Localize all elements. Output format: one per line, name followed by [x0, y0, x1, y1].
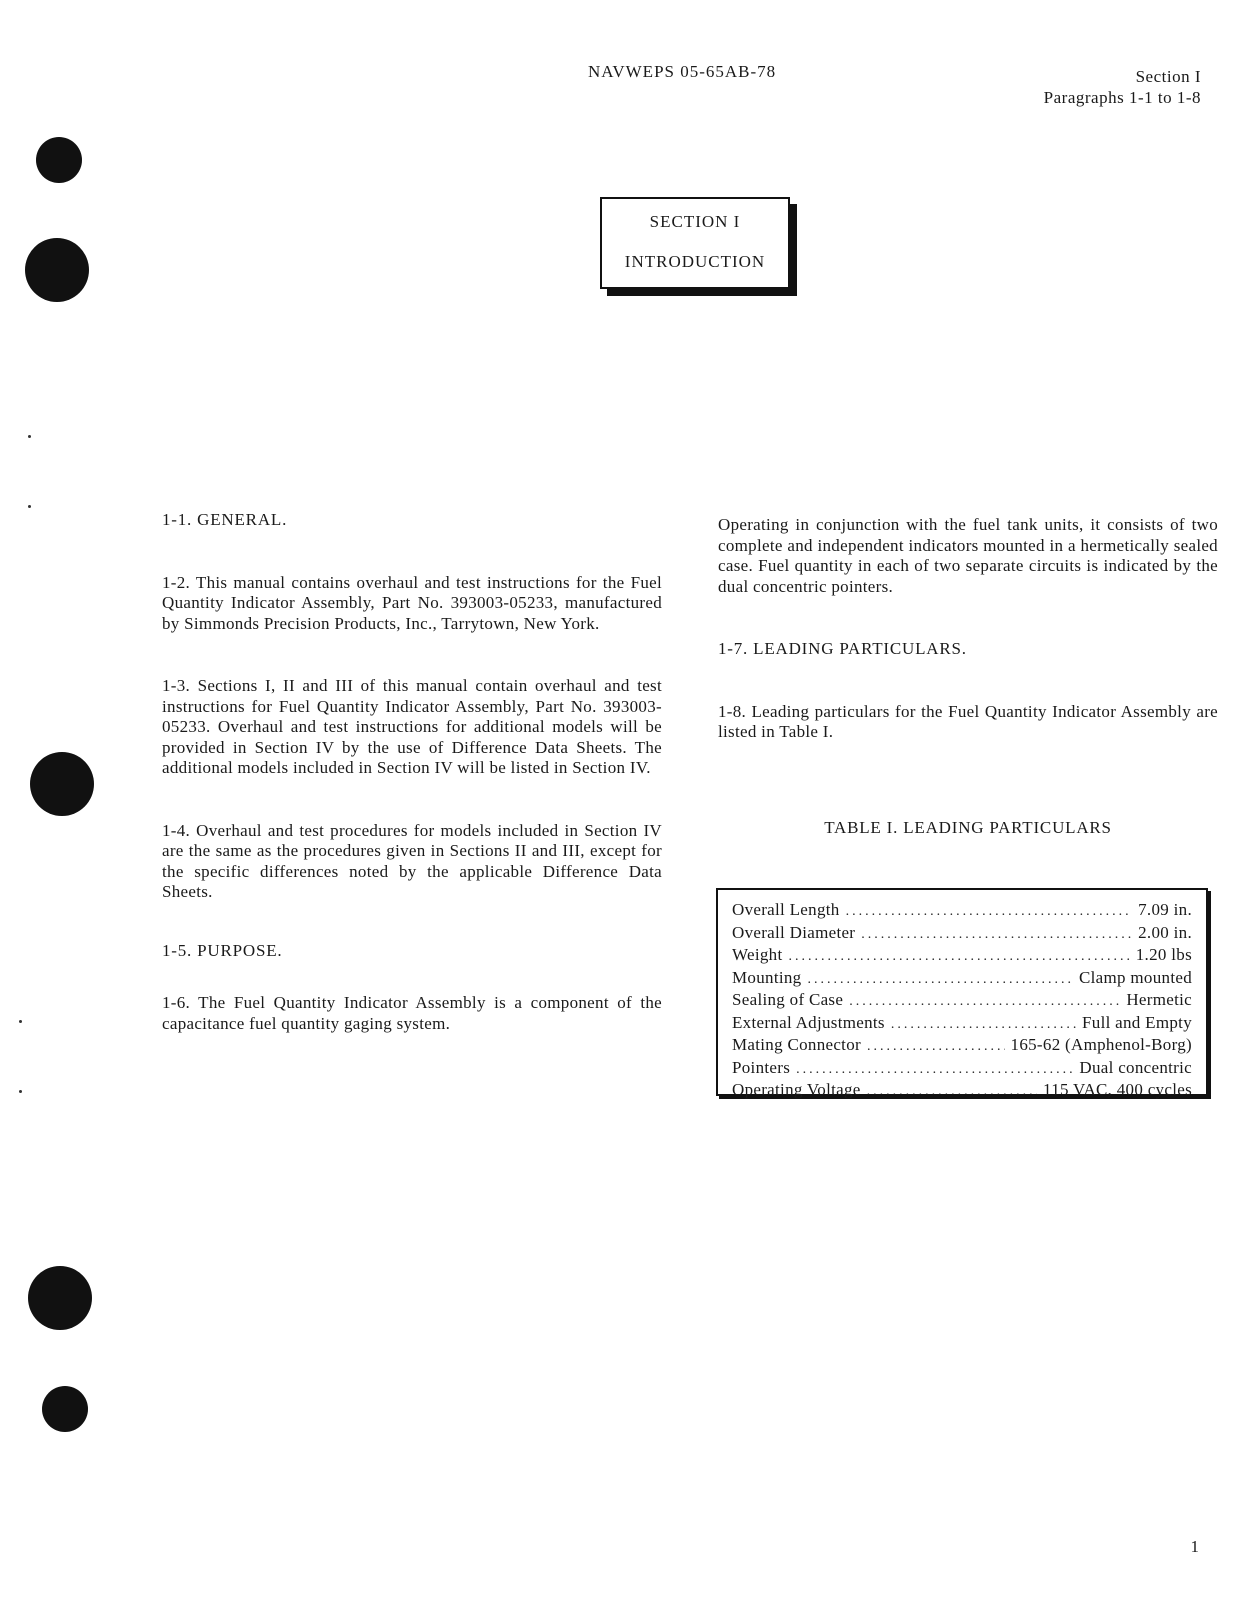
binder-hole-4 — [28, 1266, 92, 1330]
row-value: Hermetic — [1126, 990, 1192, 1009]
row-label: Mounting — [732, 967, 802, 987]
binder-hole-2 — [25, 238, 89, 302]
table-row — [732, 1013, 1192, 1036]
scan-speck — [19, 1090, 22, 1093]
paragraph-1-6-continued: Operating in conjunction with the fuel tank units, it consists of two complete and independent indicators mounted in a hermetically sealed case. Fuel quantity in each of two separate circuits is indicated by the dual concentric pointers. — [718, 515, 1218, 596]
section-label: Section I — [1135, 67, 1201, 86]
table-row — [732, 990, 1192, 1013]
leader-dots — [796, 1060, 1073, 1081]
leader-dots — [846, 902, 1133, 923]
row-label: Pointers — [732, 1057, 791, 1077]
section-reference — [1044, 66, 1201, 108]
leader-dots — [788, 947, 1129, 968]
section-title-box — [600, 197, 790, 289]
page-number: 1 — [1190, 1537, 1199, 1556]
scan-speck — [28, 435, 31, 438]
heading-general: 1-1. GENERAL. — [162, 510, 288, 529]
row-label: Mating Connector — [732, 1035, 861, 1054]
row-value: Dual concentric — [1079, 1057, 1192, 1077]
row-label: Operating Voltage — [732, 1080, 861, 1099]
right-column — [718, 515, 1218, 743]
table-row — [732, 1080, 1192, 1103]
table-title: TABLE I. LEADING PARTICULARS — [824, 818, 1112, 837]
row-label: Sealing of Case — [732, 990, 844, 1009]
binder-hole-1 — [36, 137, 82, 183]
section-title: INTRODUCTION — [624, 252, 766, 271]
paragraph-range: Paragraphs 1-1 to 1-8 — [1043, 88, 1201, 107]
left-column — [162, 510, 662, 1034]
leader-dots — [891, 1015, 1076, 1036]
leading-particulars-table — [716, 888, 1208, 1099]
section-number: SECTION I — [649, 212, 741, 231]
paragraph-1-2: 1-2. This manual contains overhaul and test instructions for the Fuel Quantity Indicator Assembly, Part No. 393003-05233, manufactured by Simmonds Precision Products, Inc., Tarrytown, New York. — [162, 572, 662, 633]
leader-dots — [867, 1082, 1037, 1103]
row-value: 7.09 in. — [1138, 900, 1192, 919]
leader-dots — [867, 1037, 1005, 1058]
document-number: NAVWEPS 05-65AB-78 — [588, 62, 777, 81]
binder-hole-3 — [30, 752, 94, 816]
table-row — [732, 1035, 1192, 1058]
paragraph-1-6: 1-6. The Fuel Quantity Indicator Assembly is a component of the capacitance fuel quantity gaging system. — [162, 993, 662, 1033]
row-value: Clamp mounted — [1079, 967, 1192, 987]
table-row — [732, 968, 1192, 991]
row-value: Full and Empty — [1082, 1012, 1192, 1032]
table-row — [732, 1058, 1192, 1081]
row-value: 165-62 (Amphenol-Borg) — [1010, 1035, 1192, 1054]
table-row — [732, 923, 1192, 946]
binder-hole-5 — [42, 1386, 88, 1432]
row-label: Overall Length — [732, 900, 840, 919]
row-label: External Adjustments — [732, 1012, 885, 1032]
table-row — [732, 900, 1192, 923]
leader-dots — [861, 925, 1132, 946]
table-row — [732, 945, 1192, 968]
scan-speck — [28, 505, 31, 508]
paragraph-1-4: 1-4. Overhaul and test procedures for models included in Section IV are the same as the procedures given in Sections II and III, except for the specific differences noted by the applicable Difference Data Sheets. — [162, 820, 662, 901]
row-label: Weight — [732, 945, 783, 964]
scan-speck — [19, 1020, 22, 1023]
row-value: 115 VAC, 400 cycles — [1043, 1080, 1192, 1099]
paragraph-1-3: 1-3. Sections I, II and III of this manual contain overhaul and test instructions for Fuel Quantity Indicator Assembly, Part No. 393003-05233. Overhaul and test instructions for additional models will be provided in Section IV by the use of Difference Data Sheets. The additional models included in Section IV will be listed in Section IV. — [162, 676, 662, 777]
heading-purpose: 1-5. PURPOSE. — [162, 940, 283, 960]
leader-dots — [807, 970, 1073, 991]
paragraph-1-8: 1-8. Leading particulars for the Fuel Quantity Indicator Assembly are listed in Table I. — [718, 701, 1218, 741]
row-label: Overall Diameter — [732, 922, 856, 942]
row-value: 2.00 in. — [1138, 922, 1192, 942]
heading-leading-particulars: 1-7. LEADING PARTICULARS. — [718, 639, 967, 658]
leader-dots — [849, 992, 1120, 1013]
row-value: 1.20 lbs — [1135, 945, 1192, 964]
